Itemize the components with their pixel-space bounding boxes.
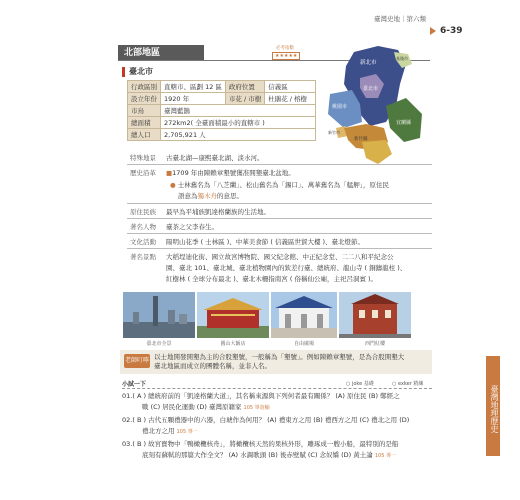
section-title: 北部地區: [118, 45, 204, 61]
note-label: 老師叮嚀: [124, 354, 150, 368]
quiz-question: [122, 439, 432, 462]
page-number: 6-39: [440, 26, 463, 36]
photo-caption: 自由廣場: [293, 341, 314, 347]
question-line: 禮北方之用: [142, 427, 175, 435]
row-label: 著名景點: [130, 253, 156, 261]
note-line: 臺北地區而成立的團體名稱，並非人名。: [154, 362, 271, 370]
history-highlight: 獨木舟: [197, 192, 217, 200]
row-text: [178, 191, 243, 200]
badge-label: 必考指數: [276, 46, 294, 51]
table-key: 設立年份: [128, 93, 161, 105]
arrow-icon: [430, 27, 436, 35]
photo-red-house: [339, 292, 411, 338]
row-label: 原住民族: [130, 208, 156, 216]
quiz-header-line: [122, 379, 432, 389]
note-text: [154, 353, 430, 371]
history-text: 的意思。: [217, 192, 243, 200]
table-key: 總面積: [128, 117, 161, 129]
photo-caption: 西門紅樓: [364, 341, 385, 347]
table-key: 政府位置: [225, 81, 264, 93]
table-value: 1920 年: [161, 93, 226, 105]
row-text: [166, 168, 295, 177]
chapter-header: 臺灣史地｜第六類: [374, 15, 426, 23]
row-text: 古臺北湖—康熙臺北湖、淡水河。: [166, 154, 264, 162]
photo-caption: 臺北市全景: [146, 341, 172, 347]
map-label: 新竹市: [328, 130, 340, 135]
row-label: 特殊地景: [130, 154, 156, 162]
question-line: 02.( B ) 古代五顆禮器中的六器，白琥作為何用？ (A) 禮東方之用 (B) 禮西方之用 (C) 禮北之用 (D): [122, 416, 410, 424]
city-info-table: [127, 80, 316, 141]
map-label: 新竹縣: [354, 137, 368, 142]
row-divider: [127, 164, 432, 165]
question-line: 底刻有蘇軾的那篇大作全文？ (A) 水調歌頭 (B) 後赤壁賦 (C) 念奴嬌 (D) 黃土論: [142, 451, 373, 459]
question-source: 105 導一: [374, 453, 396, 459]
photo-liberty-square: [271, 292, 337, 338]
table-value: 2,705,921 人: [161, 129, 316, 141]
row-text: [170, 180, 389, 189]
bullet-icon: ■: [166, 169, 173, 177]
bullet-mark: [122, 67, 125, 77]
question-source: 105 導一: [176, 429, 198, 435]
question-line: 01.( A ) 總統府前的「凱達格蘭大道」，其名稱來源與下列何者最有關係？ (A) 原住民 (B) 鄭經之: [122, 392, 400, 400]
question-source: 105 導遊輸: [243, 405, 270, 411]
table-value: 杜鵑花 / 榕樹: [265, 93, 316, 105]
quiz-tag: ○ joke 基礎: [346, 381, 374, 387]
table-value: 272km2( 全臺面積最小的直轄市 ): [161, 117, 316, 129]
chapter-side-tab: 臺灣地理歷史: [486, 356, 500, 456]
table-value: 直轄市、區劃 12 區: [161, 81, 226, 93]
row-label: 文化活動: [130, 238, 156, 246]
history-text: 語意為: [178, 192, 198, 200]
row-text: 紅樹林 ( 全球分布最北 )、臺北木柵指南宮 ( 俗稱仙公廟，主祀呂洞賓 )。: [166, 275, 378, 283]
question-line: 戰 (C) 居民化運動 (D) 臺灣原籍家: [142, 403, 242, 411]
photo-taipei-skyline: [123, 292, 195, 338]
table-key: 市鳥: [128, 105, 161, 117]
row-text: 臺茶之父李春生。: [166, 223, 218, 231]
city-title: 臺北市: [129, 67, 153, 76]
table-key: 行政區別: [128, 81, 161, 93]
map-label: 桃園市: [332, 104, 348, 110]
importance-badge: [262, 46, 322, 58]
row-text: 陽明山花季 ( 士林區 )、中華美食節 ( 信義區世貿大樓 )、臺北燈節。: [166, 238, 365, 246]
map-label: 宜蘭縣: [396, 120, 412, 126]
quiz-label: 小試一下: [122, 381, 147, 388]
map-label: 臺北市: [363, 86, 379, 92]
question-line: 03.( B ) 故宮寶物中「鴨橄欖核舟」，將橄欖核天然的果核外形，雕琢成一艘小船，最特別的是船: [122, 440, 399, 448]
quiz-question: [122, 415, 432, 438]
table-key: 總人口: [128, 129, 161, 141]
quiz-question: [122, 391, 432, 414]
star-rating: ★★★★★: [272, 52, 300, 60]
table-value: 信義區: [265, 81, 316, 93]
note-line: 以士地開發開墾為主的合股墾號，一般稱為「墾號」。例如陳賴章墾號，是為合股開墾大: [154, 353, 405, 361]
row-label: 著名人物: [130, 223, 156, 231]
map-region-miaoli: [362, 140, 392, 164]
bullet-icon: ●: [170, 181, 176, 189]
history-line: 士林舊名為「八芝蘭」、松山舊名為「錫口」、萬華舊名為「艋舺」，原住民: [177, 181, 389, 189]
map-label: 新北市: [360, 60, 377, 66]
row-divider: [127, 233, 432, 234]
history-line: 1709 年由陳賴章墾號獲准開墾臺北盆地。: [172, 169, 295, 177]
row-divider: [127, 248, 432, 249]
table-key: 市花 / 市樹: [225, 93, 264, 105]
map-label: 基隆市: [396, 56, 408, 61]
northern-taiwan-map: [326, 44, 430, 166]
row-text: 最早為平埔族凱達格蘭族的生活地。: [166, 208, 270, 216]
row-text: 大稻埕迪化街、國立故宮博物院、國父紀念館、中正紀念堂、二二八和平紀念公: [166, 253, 394, 261]
photo-caption: 圓山大飯店: [220, 341, 246, 347]
quiz-tag: ○ exker 精練: [392, 381, 424, 387]
row-text: 園、臺北 101、臺北城、臺北植物園內的欽差行臺、總統府、龍山寺 ( 銅鑄龍柱 )、: [166, 264, 407, 272]
row-label: 歷史沿革: [130, 169, 156, 177]
row-divider: [127, 203, 432, 204]
row-divider: [127, 218, 432, 219]
photo-grand-hotel: [197, 292, 269, 338]
table-value: 臺灣藍鵲: [161, 105, 316, 117]
